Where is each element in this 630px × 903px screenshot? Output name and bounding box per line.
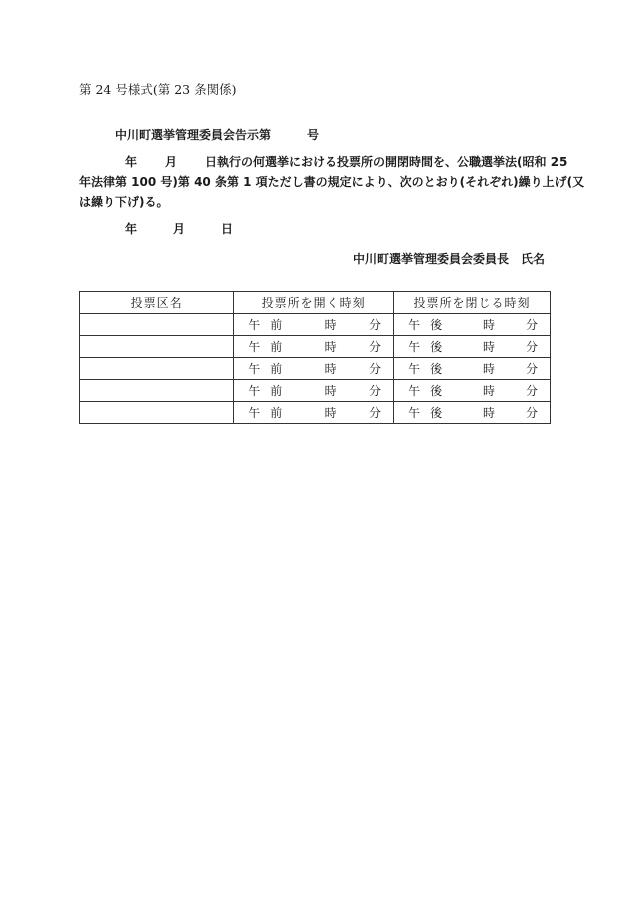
district-cell: [80, 358, 234, 380]
ampm-char-1: 午: [408, 384, 421, 398]
body-line1-rest: 日執行の何選挙における投票所の開閉時間を、公職選挙法(昭和 25: [205, 155, 568, 169]
table-header-row: [80, 292, 551, 314]
ampm-char-2: 後: [430, 362, 443, 376]
table-row: [80, 402, 551, 424]
time-fields: [394, 316, 550, 333]
hour-label: 時: [324, 362, 337, 376]
close-time-cell: [394, 402, 551, 424]
ampm-char-2: 前: [270, 362, 283, 376]
ampm-char-2: 前: [270, 318, 283, 332]
time-fields: [394, 338, 550, 355]
body-line-1: [79, 152, 568, 172]
ampm-label: [408, 360, 452, 377]
ampm-label: [248, 404, 292, 421]
minute-label: 分: [525, 406, 538, 420]
notice-body: [79, 152, 585, 212]
header-close-time: 投票所を閉じる時刻: [394, 292, 551, 314]
minute-label: 分: [525, 318, 538, 332]
table-row: [80, 358, 551, 380]
ampm-label: [408, 338, 452, 355]
district-cell: [80, 402, 234, 424]
ampm-char-2: 後: [430, 340, 443, 354]
minute-label: 分: [369, 362, 382, 376]
table-body: [80, 314, 551, 424]
ampm-label: [248, 382, 292, 399]
body-year: 年: [125, 155, 138, 169]
date-day: 日: [221, 222, 234, 236]
time-fields: [394, 382, 550, 399]
ampm-label: [408, 382, 452, 399]
hour-label: 時: [324, 406, 337, 420]
ampm-label: [248, 360, 292, 377]
ampm-char-1: 午: [408, 362, 421, 376]
minute-label: 分: [525, 362, 538, 376]
body-line-2: 年法律第 100 号)第 40 条第 1 項ただし書の規定により、次のとおり(それぞれ)繰り上げ(又: [79, 175, 585, 189]
minute-label: 分: [525, 340, 538, 354]
ampm-char-2: 前: [270, 340, 283, 354]
minute-label: 分: [369, 406, 382, 420]
district-cell: [80, 336, 234, 358]
hour-label: 時: [483, 318, 496, 332]
hour-label: 時: [483, 384, 496, 398]
hour-label: 時: [483, 406, 496, 420]
time-fields: [394, 360, 550, 377]
table-row: [80, 336, 551, 358]
signer-name: 氏名: [520, 252, 545, 266]
district-cell: [80, 314, 234, 336]
ampm-char-2: 後: [430, 318, 443, 332]
signer: [353, 250, 545, 267]
close-time-cell: [394, 336, 551, 358]
district-cell: [80, 380, 234, 402]
ampm-char-1: 午: [248, 362, 261, 376]
notice-title: [115, 126, 319, 143]
time-fields: [234, 338, 393, 355]
header-district: 投票区名: [80, 292, 234, 314]
notice-prefix: 中川町選挙管理委員会告示第: [115, 128, 272, 142]
notice-suffix: 号: [307, 128, 320, 142]
minute-label: 分: [369, 340, 382, 354]
ampm-char-2: 前: [270, 384, 283, 398]
table-row: [80, 314, 551, 336]
ampm-label: [248, 316, 292, 333]
open-time-cell: [234, 314, 394, 336]
time-fields: [234, 404, 393, 421]
hour-label: 時: [324, 340, 337, 354]
ampm-char-2: 後: [430, 384, 443, 398]
ampm-char-1: 午: [248, 318, 261, 332]
hour-label: 時: [483, 362, 496, 376]
body-month: 月: [165, 155, 178, 169]
hour-label: 時: [324, 318, 337, 332]
hour-label: 時: [483, 340, 496, 354]
open-time-cell: [234, 336, 394, 358]
body-line-3: は繰り下げ)る。: [79, 195, 169, 209]
open-time-cell: [234, 380, 394, 402]
form-number: 第 24 号様式(第 23 条関係): [79, 82, 237, 97]
open-time-cell: [234, 402, 394, 424]
ampm-char-1: 午: [248, 406, 261, 420]
ampm-char-1: 午: [248, 384, 261, 398]
ampm-char-1: 午: [408, 318, 421, 332]
date-year: 年: [125, 222, 138, 236]
time-fields: [234, 360, 393, 377]
minute-label: 分: [525, 384, 538, 398]
minute-label: 分: [369, 384, 382, 398]
ampm-char-2: 後: [430, 406, 443, 420]
time-fields: [394, 404, 550, 421]
date-month: 月: [173, 222, 186, 236]
ampm-char-1: 午: [408, 340, 421, 354]
close-time-cell: [394, 314, 551, 336]
header-open-time: 投票所を開く時刻: [234, 292, 394, 314]
ampm-char-1: 午: [248, 340, 261, 354]
signer-title: 中川町選挙管理委員会委員長: [352, 252, 509, 266]
close-time-cell: [394, 380, 551, 402]
ampm-char-1: 午: [408, 406, 421, 420]
polling-hours-table: [79, 291, 551, 424]
ampm-label: [408, 404, 452, 421]
minute-label: 分: [369, 318, 382, 332]
hour-label: 時: [324, 384, 337, 398]
time-fields: [234, 382, 393, 399]
ampm-label: [248, 338, 292, 355]
ampm-char-2: 前: [270, 406, 283, 420]
close-time-cell: [394, 358, 551, 380]
time-fields: [234, 316, 393, 333]
notice-date: [125, 220, 233, 237]
open-time-cell: [234, 358, 394, 380]
ampm-label: [408, 316, 452, 333]
table-row: [80, 380, 551, 402]
